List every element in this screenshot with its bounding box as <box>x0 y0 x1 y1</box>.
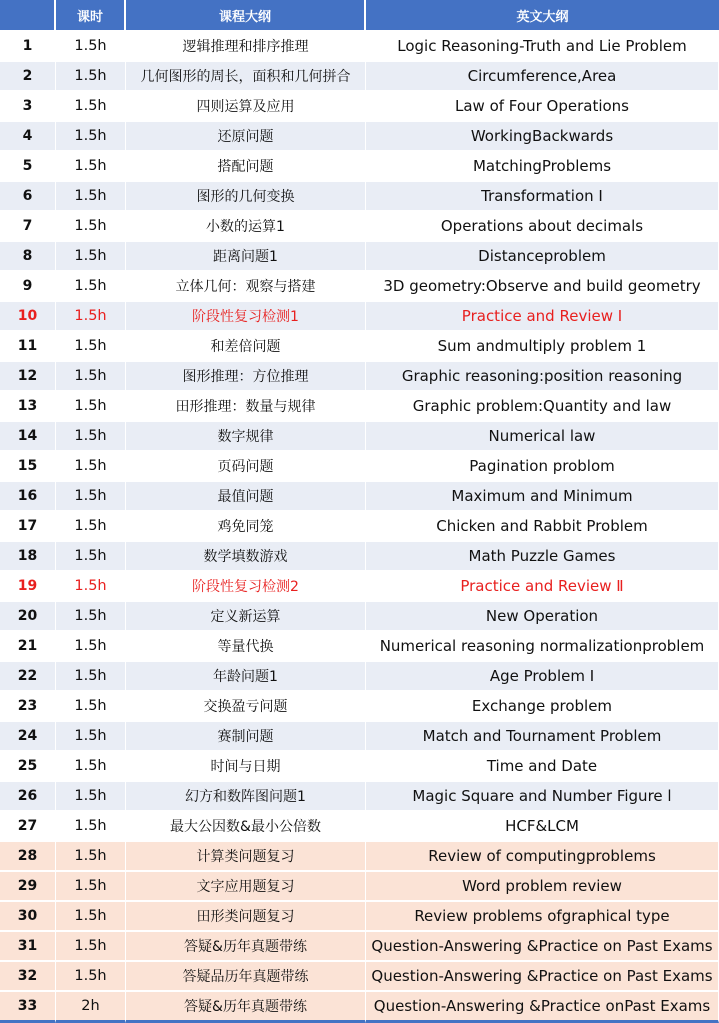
lesson-number-cell: 21 <box>0 632 56 662</box>
table-row <box>0 932 719 962</box>
lesson-hours-cell: 1.5h <box>56 32 126 62</box>
chinese-outline-cell: 阶段性复习检测2 <box>126 572 366 602</box>
chinese-outline-cell: 答疑品历年真题带练 <box>126 962 366 992</box>
table-row <box>0 392 719 422</box>
chinese-outline-cell: 和差倍问题 <box>126 332 366 362</box>
lesson-hours-cell: 1.5h <box>56 902 126 932</box>
english-outline-cell: Age Problem I <box>366 662 719 692</box>
chinese-outline-cell: 图形推理：方位推理 <box>126 362 366 392</box>
table-row <box>0 632 719 662</box>
lesson-hours-cell: 1.5h <box>56 212 126 242</box>
english-outline-cell: 3D geometry:Observe and build geometry <box>366 272 719 302</box>
table-row <box>0 152 719 182</box>
english-outline-cell: HCF&LCM <box>366 812 719 842</box>
chinese-outline-cell: 阶段性复习检测1 <box>126 302 366 332</box>
english-outline-cell: Logic Reasoning-Truth and Lie Problem <box>366 32 719 62</box>
table-row <box>0 422 719 452</box>
table-row <box>0 302 719 332</box>
lesson-number-cell: 2 <box>0 62 56 92</box>
english-outline-cell: Chicken and Rabbit Problem <box>366 512 719 542</box>
header-row <box>0 0 719 32</box>
lesson-number-cell: 29 <box>0 872 56 902</box>
chinese-outline-cell: 小数的运算1 <box>126 212 366 242</box>
english-outline-cell: Circumference,Area <box>366 62 719 92</box>
english-outline-cell: New Operation <box>366 602 719 632</box>
english-outline-cell: Word problem review <box>366 872 719 902</box>
chinese-outline-cell: 还原问题 <box>126 122 366 152</box>
english-outline-cell: Operations about decimals <box>366 212 719 242</box>
chinese-outline-cell: 交换盈亏问题 <box>126 692 366 722</box>
chinese-outline-cell: 答疑&历年真题带练 <box>126 992 366 1023</box>
lesson-hours-cell: 1.5h <box>56 872 126 902</box>
lesson-hours-cell: 1.5h <box>56 452 126 482</box>
lesson-number-cell: 26 <box>0 782 56 812</box>
header-lesson-number <box>0 0 56 32</box>
lesson-hours-cell: 1.5h <box>56 92 126 122</box>
english-outline-cell: WorkingBackwards <box>366 122 719 152</box>
lesson-hours-cell: 1.5h <box>56 752 126 782</box>
lesson-hours-cell: 1.5h <box>56 182 126 212</box>
table-row <box>0 212 719 242</box>
english-outline-cell: Question-Answering &Practice on Past Exams <box>366 962 719 992</box>
lesson-number-cell: 4 <box>0 122 56 152</box>
lesson-number-cell: 9 <box>0 272 56 302</box>
header-hours: 课时 <box>56 0 126 32</box>
lesson-number-cell: 31 <box>0 932 56 962</box>
chinese-outline-cell: 最大公因数&最小公倍数 <box>126 812 366 842</box>
chinese-outline-cell: 几何图形的周长，面积和几何拼合 <box>126 62 366 92</box>
lesson-hours-cell: 1.5h <box>56 152 126 182</box>
chinese-outline-cell: 四则运算及应用 <box>126 92 366 122</box>
header-chinese-outline: 课程大纲 <box>126 0 366 32</box>
lesson-number-cell: 33 <box>0 992 56 1023</box>
lesson-number-cell: 25 <box>0 752 56 782</box>
chinese-outline-cell: 图形的几何变换 <box>126 182 366 212</box>
table-row <box>0 782 719 812</box>
chinese-outline-cell: 距离问题1 <box>126 242 366 272</box>
english-outline-cell: Practice and Review Ⅱ <box>366 572 719 602</box>
header-english-outline: 英文大纲 <box>366 0 719 32</box>
table-row <box>0 542 719 572</box>
table-row <box>0 242 719 272</box>
table-row <box>0 572 719 602</box>
lesson-number-cell: 5 <box>0 152 56 182</box>
lesson-hours-cell: 1.5h <box>56 602 126 632</box>
lesson-number-cell: 10 <box>0 302 56 332</box>
lesson-hours-cell: 1.5h <box>56 272 126 302</box>
lesson-hours-cell: 1.5h <box>56 122 126 152</box>
lesson-hours-cell: 1.5h <box>56 722 126 752</box>
table-row <box>0 62 719 92</box>
lesson-number-cell: 19 <box>0 572 56 602</box>
english-outline-cell: Graphic problem:Quantity and law <box>366 392 719 422</box>
lesson-number-cell: 6 <box>0 182 56 212</box>
table-row <box>0 752 719 782</box>
chinese-outline-cell: 文字应用题复习 <box>126 872 366 902</box>
table-row <box>0 122 719 152</box>
table-row <box>0 902 719 932</box>
lesson-hours-cell: 1.5h <box>56 692 126 722</box>
lesson-hours-cell: 1.5h <box>56 962 126 992</box>
table-row <box>0 662 719 692</box>
chinese-outline-cell: 计算类问题复习 <box>126 842 366 872</box>
lesson-number-cell: 24 <box>0 722 56 752</box>
english-outline-cell: Maximum and Minimum <box>366 482 719 512</box>
lesson-hours-cell: 1.5h <box>56 932 126 962</box>
lesson-hours-cell: 1.5h <box>56 332 126 362</box>
table-row <box>0 602 719 632</box>
table-body <box>0 32 719 1023</box>
lesson-number-cell: 17 <box>0 512 56 542</box>
table-row <box>0 332 719 362</box>
lesson-number-cell: 32 <box>0 962 56 992</box>
table-header <box>0 0 719 32</box>
chinese-outline-cell: 鸡免同笼 <box>126 512 366 542</box>
lesson-hours-cell: 1.5h <box>56 782 126 812</box>
english-outline-cell: Time and Date <box>366 752 719 782</box>
lesson-number-cell: 28 <box>0 842 56 872</box>
table-row <box>0 992 719 1023</box>
lesson-hours-cell: 1.5h <box>56 362 126 392</box>
english-outline-cell: Practice and Review I <box>366 302 719 332</box>
chinese-outline-cell: 定义新运算 <box>126 602 366 632</box>
chinese-outline-cell: 答疑&历年真题带练 <box>126 932 366 962</box>
lesson-number-cell: 13 <box>0 392 56 422</box>
chinese-outline-cell: 逻辑推理和排序推理 <box>126 32 366 62</box>
lesson-number-cell: 12 <box>0 362 56 392</box>
english-outline-cell: Review of computingproblems <box>366 842 719 872</box>
english-outline-cell: Match and Tournament Problem <box>366 722 719 752</box>
lesson-number-cell: 1 <box>0 32 56 62</box>
lesson-number-cell: 11 <box>0 332 56 362</box>
table-row <box>0 32 719 62</box>
lesson-hours-cell: 1.5h <box>56 632 126 662</box>
table-row <box>0 452 719 482</box>
chinese-outline-cell: 时间与日期 <box>126 752 366 782</box>
table-row <box>0 272 719 302</box>
english-outline-cell: Question-Answering &Practice on Past Exams <box>366 932 719 962</box>
english-outline-cell: Review problems ofgraphical type <box>366 902 719 932</box>
table-row <box>0 722 719 752</box>
english-outline-cell: Transformation I <box>366 182 719 212</box>
english-outline-cell: Math Puzzle Games <box>366 542 719 572</box>
english-outline-cell: Exchange problem <box>366 692 719 722</box>
table-row <box>0 692 719 722</box>
english-outline-cell: MatchingProblems <box>366 152 719 182</box>
lesson-number-cell: 18 <box>0 542 56 572</box>
chinese-outline-cell: 搭配问题 <box>126 152 366 182</box>
lesson-hours-cell: 1.5h <box>56 512 126 542</box>
chinese-outline-cell: 赛制问题 <box>126 722 366 752</box>
chinese-outline-cell: 页码问题 <box>126 452 366 482</box>
chinese-outline-cell: 田形类问题复习 <box>126 902 366 932</box>
table-row <box>0 482 719 512</box>
chinese-outline-cell: 数字规律 <box>126 422 366 452</box>
table-row <box>0 182 719 212</box>
english-outline-cell: Numerical reasoning normalizationproblem <box>366 632 719 662</box>
lesson-hours-cell: 1.5h <box>56 392 126 422</box>
lesson-number-cell: 15 <box>0 452 56 482</box>
lesson-number-cell: 14 <box>0 422 56 452</box>
lesson-hours-cell: 1.5h <box>56 62 126 92</box>
lesson-hours-cell: 1.5h <box>56 812 126 842</box>
lesson-hours-cell: 1.5h <box>56 242 126 272</box>
chinese-outline-cell: 立体几何：观察与搭建 <box>126 272 366 302</box>
lesson-number-cell: 22 <box>0 662 56 692</box>
lesson-number-cell: 23 <box>0 692 56 722</box>
english-outline-cell: Sum andmultiply problem 1 <box>366 332 719 362</box>
english-outline-cell: Graphic reasoning:position reasoning <box>366 362 719 392</box>
lesson-number-cell: 3 <box>0 92 56 122</box>
english-outline-cell: Distanceproblem <box>366 242 719 272</box>
lesson-number-cell: 7 <box>0 212 56 242</box>
lesson-hours-cell: 1.5h <box>56 842 126 872</box>
table-row <box>0 362 719 392</box>
chinese-outline-cell: 田形推理：数量与规律 <box>126 392 366 422</box>
lesson-number-cell: 30 <box>0 902 56 932</box>
lesson-hours-cell: 2h <box>56 992 126 1023</box>
table-row <box>0 812 719 842</box>
lesson-hours-cell: 1.5h <box>56 482 126 512</box>
chinese-outline-cell: 数学填数游戏 <box>126 542 366 572</box>
table-row <box>0 92 719 122</box>
lesson-hours-cell: 1.5h <box>56 572 126 602</box>
table-row <box>0 872 719 902</box>
lesson-hours-cell: 1.5h <box>56 422 126 452</box>
chinese-outline-cell: 幻方和数阵图问题1 <box>126 782 366 812</box>
lesson-number-cell: 16 <box>0 482 56 512</box>
table-row <box>0 512 719 542</box>
english-outline-cell: Question-Answering &Practice onPast Exams <box>366 992 719 1023</box>
lesson-hours-cell: 1.5h <box>56 542 126 572</box>
chinese-outline-cell: 等量代换 <box>126 632 366 662</box>
lesson-number-cell: 20 <box>0 602 56 632</box>
lesson-number-cell: 27 <box>0 812 56 842</box>
table-row <box>0 962 719 992</box>
english-outline-cell: Magic Square and Number Figure l <box>366 782 719 812</box>
english-outline-cell: Numerical law <box>366 422 719 452</box>
chinese-outline-cell: 年龄问题1 <box>126 662 366 692</box>
lesson-hours-cell: 1.5h <box>56 662 126 692</box>
chinese-outline-cell: 最值问题 <box>126 482 366 512</box>
lesson-number-cell: 8 <box>0 242 56 272</box>
table-row <box>0 842 719 872</box>
english-outline-cell: Pagination problom <box>366 452 719 482</box>
english-outline-cell: Law of Four Operations <box>366 92 719 122</box>
lesson-hours-cell: 1.5h <box>56 302 126 332</box>
